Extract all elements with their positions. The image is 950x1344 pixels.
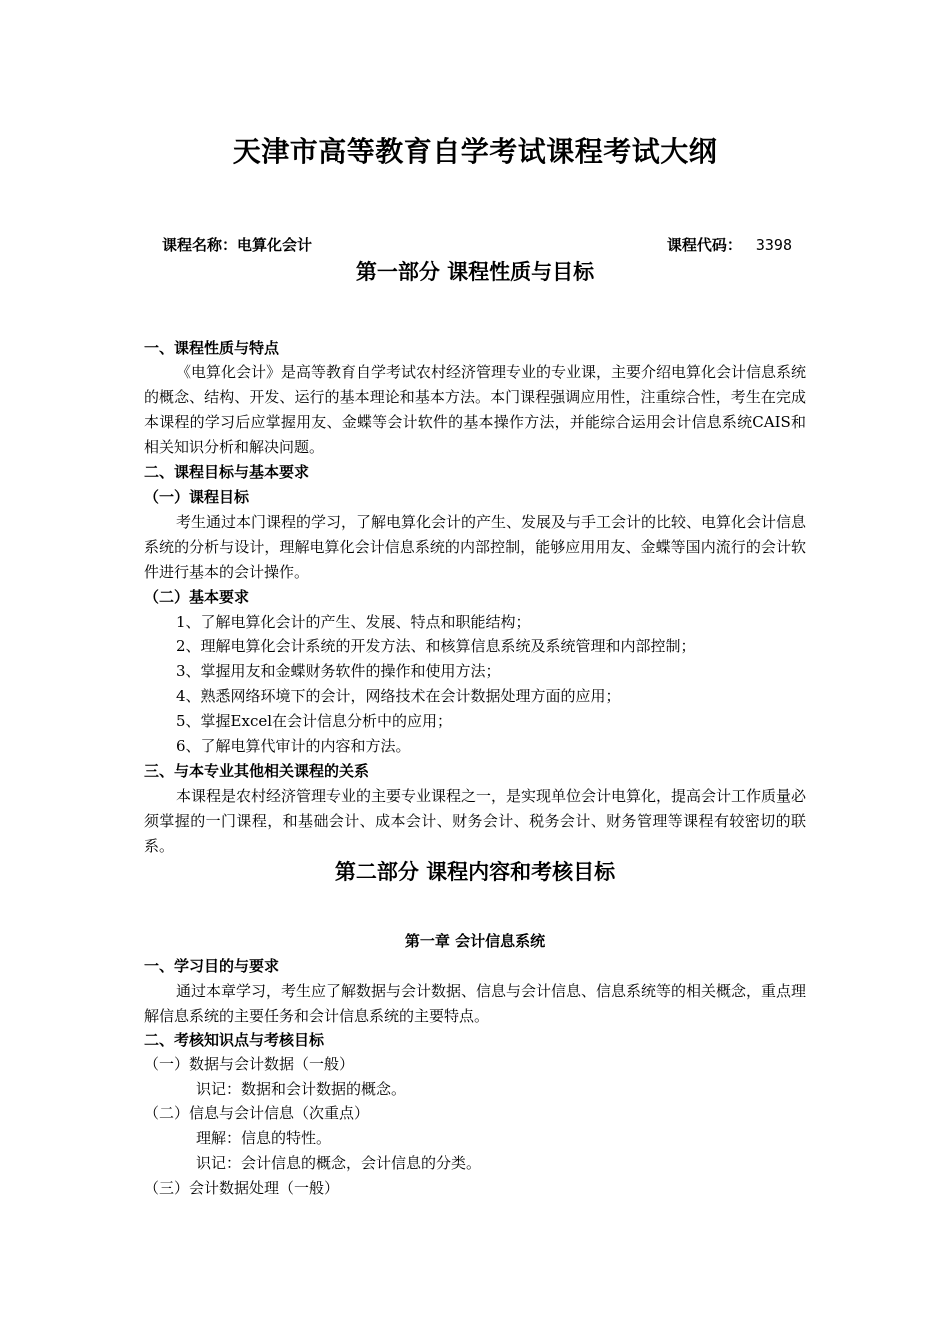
subsection-body-course-goals: 考生通过本门课程的学习，了解电算化会计的产生、发展及与手工会计的比较、电算化会计信息系统的分析与设计，理解电算化会计信息系统的内部控制，能够应用用友、金蝶等国内流行的会计软件进行基本的会计操作。 xyxy=(144,513,807,581)
requirement-item: 5、掌握Excel在会计信息分析中的应用； xyxy=(176,712,453,730)
section-body-relations: 本课程是农村经济管理专业的主要专业课程之一，是实现单位会计电算化，提高会计工作质量必须掌握的一门课程，和基础会计、成本会计、财务会计、税务会计、财务管理等课程有较密切的联系。 xyxy=(144,787,807,855)
course-code-value: 3398 xyxy=(755,236,792,254)
course-info-line xyxy=(162,234,792,255)
course-code-label: 课程代码： xyxy=(666,236,742,254)
part1-title: 第一部分 课程性质与目标 xyxy=(355,260,595,284)
assessment-detail: 理解：信息的特性。 xyxy=(196,1129,332,1147)
section-body-nature: 《电算化会计》是高等教育自学考试农村经济管理专业的专业课，主要介绍电算化会计信息系统的概念、结构、开发、运行的基本理论和基本方法。本门课程强调应用性，注重综合性，考生在完成本课程的学习后应掌握用友、金蝶等会计软件的基本操作方法，并能综合运用会计信息系统CAIS和相关知识分析和解决问题。 xyxy=(144,363,807,456)
requirement-item: 6、了解电算代审计的内容和方法。 xyxy=(176,737,411,755)
assessment-item: （一）数据与会计数据（一般） xyxy=(144,1055,355,1073)
section-heading-nature: 一、课程性质与特点 xyxy=(144,339,280,357)
course-code xyxy=(667,234,792,255)
assessment-item: （二）信息与会计信息（次重点） xyxy=(144,1104,370,1122)
assessment-item: （三）会计数据处理（一般） xyxy=(144,1179,340,1197)
subsection-heading-requirements: （二）基本要求 xyxy=(144,588,250,606)
chapter1-section-body-objectives: 通过本章学习，考生应了解数据与会计数据、信息与会计信息、信息系统等的相关概念，重点理解信息系统的主要任务和会计信息系统的主要特点。 xyxy=(144,982,807,1025)
requirement-item: 2、理解电算化会计系统的开发方法、和核算信息系统及系统管理和内部控制； xyxy=(176,637,696,655)
course-name: 课程名称：电算化会计 xyxy=(162,236,313,254)
section-heading-relations: 三、与本专业其他相关课程的关系 xyxy=(144,762,370,780)
chapter1-title: 第一章 会计信息系统 xyxy=(404,932,546,950)
document-title: 天津市高等教育自学考试课程考试大纲 xyxy=(232,135,718,168)
requirement-item: 1、了解电算化会计的产生、发展、特点和职能结构； xyxy=(176,613,531,631)
subsection-heading-course-goals: （一）课程目标 xyxy=(144,488,250,506)
section-heading-goals: 二、课程目标与基本要求 xyxy=(144,463,310,481)
requirement-item: 3、掌握用友和金蝶财务软件的操作和使用方法； xyxy=(176,662,501,680)
chapter1-section-heading-assessment: 二、考核知识点与考核目标 xyxy=(144,1031,325,1049)
requirement-item: 4、熟悉网络环境下的会计，网络技术在会计数据处理方面的应用； xyxy=(176,687,621,705)
part2-title: 第二部分 课程内容和考核目标 xyxy=(334,860,616,884)
assessment-detail: 识记：数据和会计数据的概念。 xyxy=(196,1080,407,1098)
chapter1-section-heading-objectives: 一、学习目的与要求 xyxy=(144,957,280,975)
assessment-detail: 识记：会计信息的概念，会计信息的分类。 xyxy=(196,1154,482,1172)
